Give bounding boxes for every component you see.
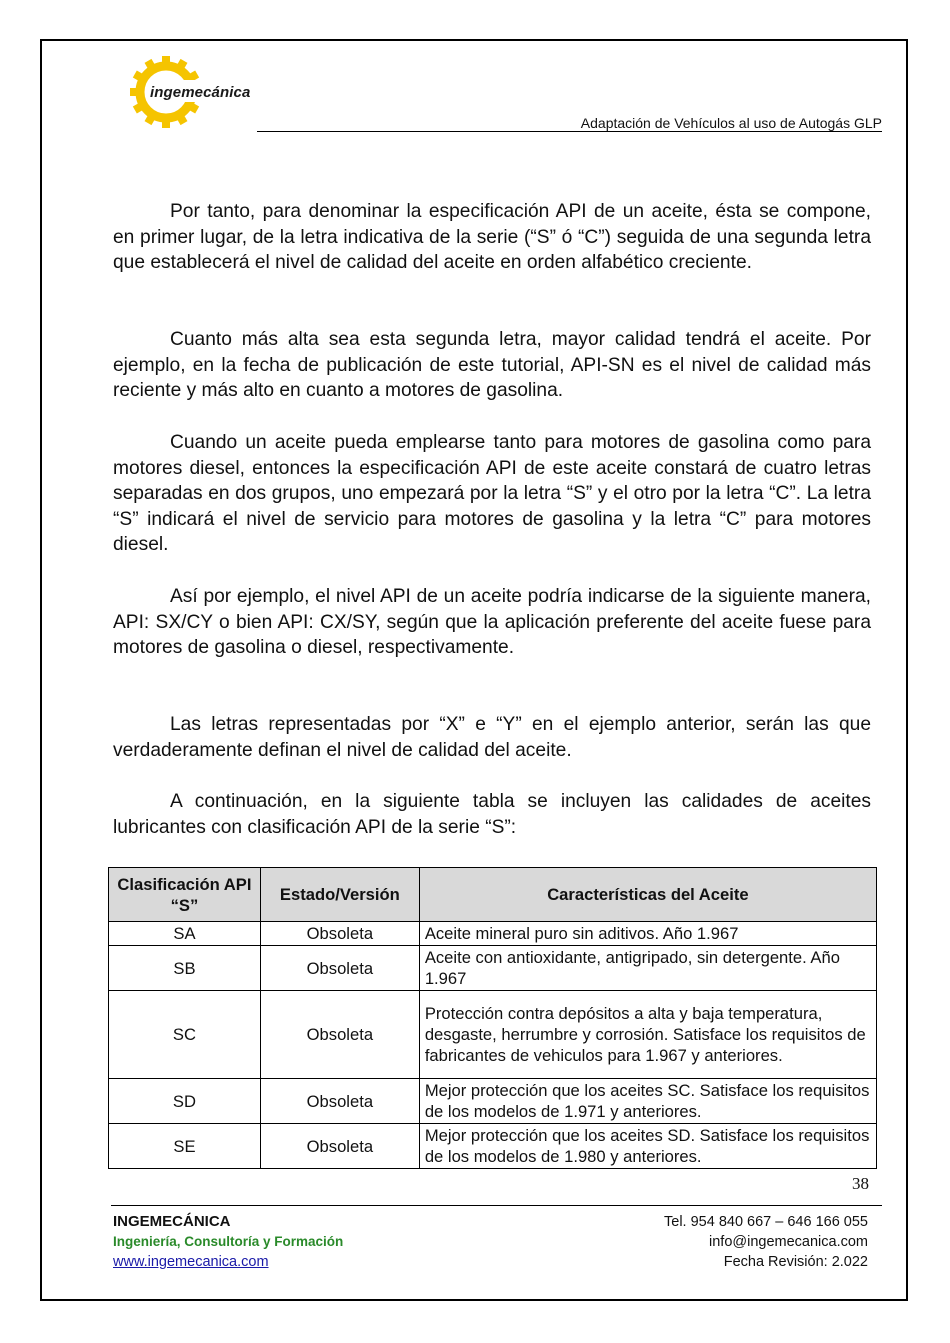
cell-status: Obsoleta (260, 1124, 419, 1169)
column-header-status: Estado/Versión (260, 868, 419, 922)
footer-subtitle: Ingeniería, Consultoría y Formación (113, 1234, 344, 1249)
cell-characteristics: Aceite con antioxidante, antigripado, sin detergente. Año 1.967 (419, 946, 876, 991)
paragraph-2: Cuanto más alta sea esta segunda letra, mayor calidad tendrá el aceite. Por ejemplo, en la fecha de publicación de este tutorial, API-SN es el nivel de calidad más reciente y más alto en cuanto a motores de gasolina. (113, 329, 871, 402)
footer-divider (111, 1205, 882, 1206)
cell-status: Obsoleta (260, 946, 419, 991)
header-divider (257, 131, 882, 132)
table-row (109, 946, 877, 991)
table-row (109, 1079, 877, 1124)
footer-right (664, 1212, 868, 1272)
column-header-characteristics: Características del Aceite (419, 868, 876, 922)
cell-classification: SA (109, 922, 261, 946)
paragraph-5: Las letras representadas por “X” e “Y” en el ejemplo anterior, serán las que verdaderamente definan el nivel de calidad del aceite. (113, 714, 871, 761)
table-row (109, 922, 877, 946)
paragraph-1: Por tanto, para denominar la especificación API de un aceite, ésta se compone, en primer lugar, de la letra indicativa de la serie (“S” ó “C”) seguida de una segunda letra que establecerá el nivel de calidad del aceite en orden alfabético creciente. (113, 201, 871, 274)
footer-phone: Tel. 954 840 667 – 646 166 055 (664, 1214, 868, 1230)
cell-classification: SB (109, 946, 261, 991)
cell-status: Obsoleta (260, 922, 419, 946)
footer-email: info@ingemecanica.com (709, 1234, 868, 1250)
paragraph-3: Cuando un aceite pueda emplearse tanto para motores de gasolina como para motores diesel, entonces la especificación API de este aceite constará de cuatro letras separadas en dos grupos, uno empezará por la letra “S” y el otro por la letra “C”. La letra “S” indicará el nivel de servicio para motores de gasolina y la letra “C” para motores diesel. (113, 432, 871, 556)
table-row (109, 991, 877, 1079)
footer-brand: INGEMECÁNICA (113, 1213, 231, 1230)
cell-classification: SC (109, 991, 261, 1079)
cell-classification: SE (109, 1124, 261, 1169)
cell-status: Obsoleta (260, 991, 419, 1079)
page-number: 38 (852, 1174, 869, 1193)
cell-classification: SD (109, 1079, 261, 1124)
cell-characteristics: Mejor protección que los aceites SC. Satisface los requisitos de los modelos de 1.971 y anteriores. (419, 1079, 876, 1124)
document-title: Adaptación de Vehículos al uso de Autogás GLP (580, 115, 882, 131)
cell-characteristics: Aceite mineral puro sin aditivos. Año 1.967 (419, 922, 876, 946)
logo-text: ingemecánica (150, 84, 251, 101)
table-row (109, 1124, 877, 1169)
footer-left (113, 1212, 343, 1272)
table-header-row (109, 868, 877, 922)
paragraph-4: Así por ejemplo, el nivel API de un aceite podría indicarse de la siguiente manera, API: SX/CY o bien API: CX/SY, según que la aplicación preferente del aceite fuese para motores de gasolina o diesel, respectivamente. (113, 586, 871, 659)
api-s-classification-table (108, 867, 877, 1169)
cell-characteristics: Mejor protección que los aceites SD. Satisface los requisitos de los modelos de 1.980 y anteriores. (419, 1124, 876, 1169)
column-header-classification: Clasificación API “S” (109, 868, 261, 922)
cell-characteristics: Protección contra depósitos a alta y baja temperatura, desgaste, herrumbre y corrosión. Satisface los requisitos de fabricantes de vehiculos para 1.967 y anteriores. (419, 991, 876, 1079)
paragraph-6: A continuación, en la siguiente tabla se incluyen las calidades de aceites lubricantes con clasificación API de la serie “S”: (113, 791, 871, 838)
footer-revision: Fecha Revisión: 2.022 (723, 1254, 868, 1270)
website-link[interactable]: www.ingemecanica.com (113, 1254, 269, 1270)
cell-status: Obsoleta (260, 1079, 419, 1124)
